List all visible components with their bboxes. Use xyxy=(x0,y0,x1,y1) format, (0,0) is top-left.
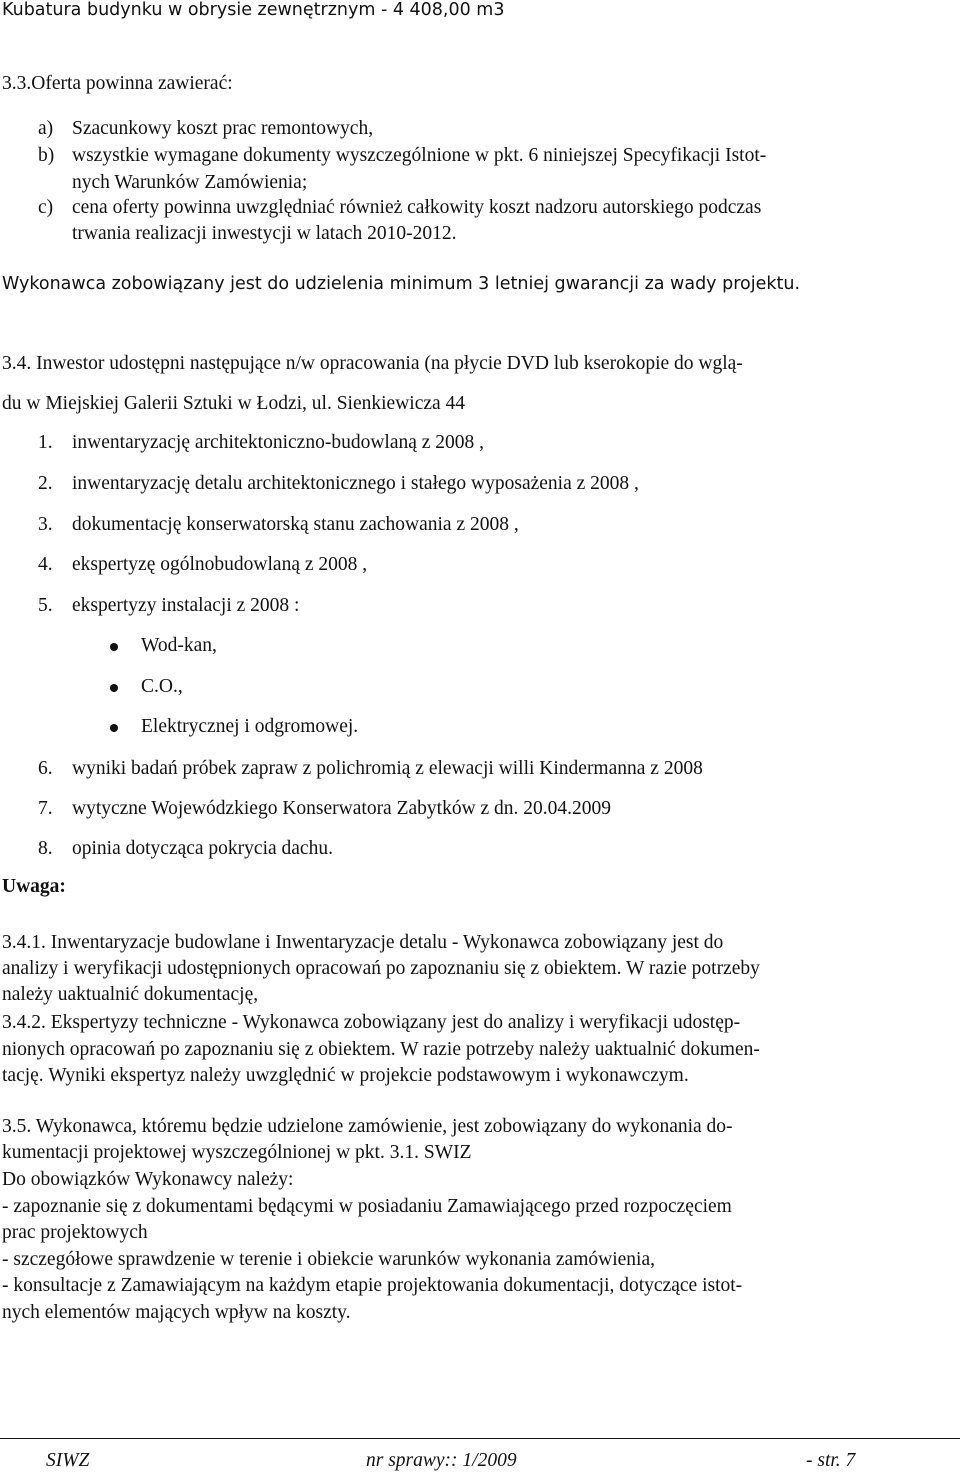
section-3-4-1-line2: analizy i weryfikacji udostępnionych opracowań po zapoznaniu się z obiektem. W razie potrzeby xyxy=(2,958,760,979)
bullet-item: Wod-kan, xyxy=(141,635,217,656)
section-3-4-intro-line1: 3.4. Inwestor udostępni następujące n/w opracowania (na płycie DVD lub kserokopie do wglą- xyxy=(2,353,743,374)
note-label: Uwaga: xyxy=(2,876,66,897)
list-item: wyniki badań próbek zapraw z polichromią z elewacji willi Kindermanna z 2008 xyxy=(72,758,703,779)
list-item-b-line2: nych Warunków Zamówienia; xyxy=(72,172,308,193)
section-3-5-line7: - konsultacje z Zamawiającym na każdym etapie projektowania dokumentacji, dotyczące istot- xyxy=(2,1275,743,1296)
bullet-icon xyxy=(110,643,118,651)
list-item: dokumentację konserwatorską stanu zachowania z 2008 , xyxy=(72,514,519,535)
list-item-b-line1: wszystkie wymagane dokumenty wyszczególnione w pkt. 6 niniejszej Specyfikacji Istot- xyxy=(72,145,767,166)
list-label-a: a) xyxy=(38,118,54,139)
section-3-4-2-line2: nionych opracowań po zapoznaniu się z obiektem. W razie potrzeby należy uaktualnić dokumen- xyxy=(2,1039,760,1060)
bullet-item: Elektrycznej i odgromowej. xyxy=(141,716,359,737)
section-3-5-line8: nych elementów mających wpływ na koszty. xyxy=(2,1302,351,1323)
section-3-5-line1: 3.5. Wykonawca, któremu będzie udzielone zamówienie, jest zobowiązany do wykonania do- xyxy=(2,1116,733,1137)
footer-doc-label: SIWZ xyxy=(46,1450,90,1471)
section-3-4-2-line3: tację. Wyniki ekspertyz należy uwzględnić w projekcie podstawowym i wykonawczym. xyxy=(2,1065,689,1086)
section-3-4-intro-line2: du w Miejskiej Galerii Sztuki w Łodzi, ul. Sienkiewicza 44 xyxy=(2,393,466,414)
bullet-icon xyxy=(110,684,118,692)
list-item: inwentaryzację architektoniczno-budowlaną z 2008 , xyxy=(72,432,485,453)
section-3-5-line5: prac projektowych xyxy=(2,1222,148,1243)
section-3-4-1-line3: należy uaktualnić dokumentację, xyxy=(2,984,259,1005)
list-item: inwentaryzację detalu architektonicznego i stałego wyposażenia z 2008 , xyxy=(72,473,639,494)
list-number: 2. xyxy=(38,473,53,494)
list-number: 8. xyxy=(38,838,53,859)
list-item: ekspertyzę ogólnobudowlaną z 2008 , xyxy=(72,554,368,575)
footer-page-number: - str. 7 xyxy=(806,1450,856,1471)
footer-divider xyxy=(0,1438,960,1439)
section-3-3-heading: 3.3.Oferta powinna zawierać: xyxy=(2,73,233,94)
list-number: 6. xyxy=(38,758,53,779)
list-item: ekspertyzy instalacji z 2008 : xyxy=(72,595,300,616)
list-label-c: c) xyxy=(38,197,54,218)
bullet-icon xyxy=(110,724,118,732)
section-3-5-line6: - szczegółowe sprawdzenie w terenie i obiekcie warunków wykonania zamówienia, xyxy=(2,1249,655,1270)
section-3-5-line3: Do obowiązków Wykonawcy należy: xyxy=(2,1169,294,1190)
cubature-line: Kubatura budynku w obrysie zewnętrznym - 4 408,00 m3 xyxy=(2,0,505,20)
list-number: 5. xyxy=(38,595,53,616)
list-number: 7. xyxy=(38,798,53,819)
list-item: opinia dotycząca pokrycia dachu. xyxy=(72,838,333,859)
list-label-b: b) xyxy=(38,145,55,166)
section-3-5-line4: - zapoznanie się z dokumentami będącymi w posiadaniu Zamawiającego przed rozpoczęciem xyxy=(2,1196,732,1217)
list-number: 4. xyxy=(38,554,53,575)
warranty-text: Wykonawca zobowiązany jest do udzielenia minimum 3 letniej gwarancji za wady projektu. xyxy=(2,274,801,294)
section-3-4-2-line1: 3.4.2. Ekspertyzy techniczne - Wykonawca zobowiązany jest do analizy i weryfikacji udostęp- xyxy=(2,1012,741,1033)
section-3-5-line2: kumentacji projektowej wyszczególnionej w pkt. 3.1. SWIZ xyxy=(2,1142,472,1163)
list-number: 3. xyxy=(38,514,53,535)
list-item: wytyczne Wojewódzkiego Konserwatora Zabytków z dn. 20.04.2009 xyxy=(72,798,612,819)
list-item-a: Szacunkowy koszt prac remontowych, xyxy=(72,118,374,139)
section-3-4-1-line1: 3.4.1. Inwentaryzacje budowlane i Inwentaryzacje detalu - Wykonawca zobowiązany jest do xyxy=(2,932,724,953)
list-number: 1. xyxy=(38,432,53,453)
footer-case-number: nr sprawy:: 1/2009 xyxy=(366,1450,517,1471)
bullet-item: C.O., xyxy=(141,676,183,697)
list-item-c-line1: cena oferty powinna uwzględniać również całkowity koszt nadzoru autorskiego podczas xyxy=(72,197,762,218)
list-item-c-line2: trwania realizacji inwestycji w latach 2010-2012. xyxy=(72,223,457,244)
